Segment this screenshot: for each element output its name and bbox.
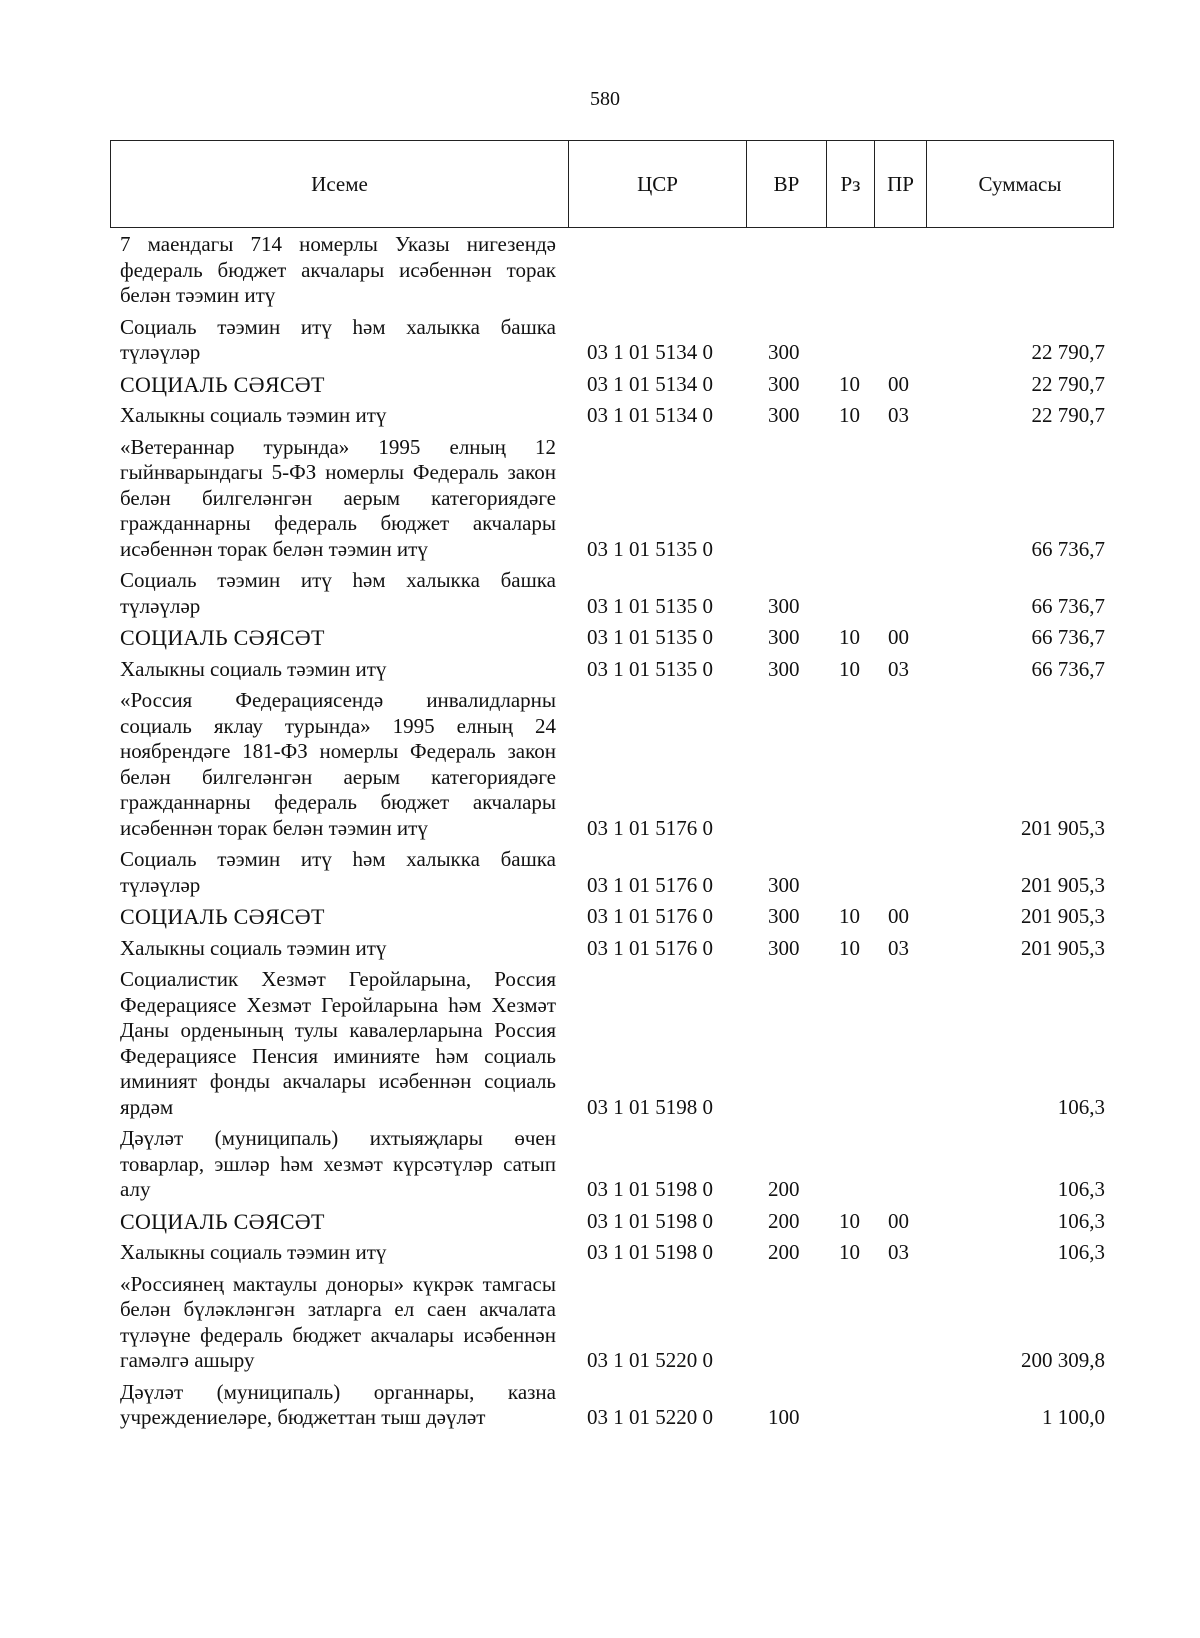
row-csr: 03 1 01 5198 0 [587, 1240, 713, 1264]
row-sum: 22 790,7 [1031, 340, 1105, 364]
table-row [0, 232, 1200, 309]
row-sum: 200 309,8 [1021, 1348, 1105, 1372]
table-row [0, 1272, 1200, 1374]
row-rz: 10 [839, 625, 860, 649]
row-csr: 03 1 01 5134 0 [587, 371, 713, 396]
row-pr: 00 [888, 904, 909, 928]
row-name: Социаль тәэмин итү һәм халыкка башка түләүләр [120, 568, 556, 618]
table-row [0, 967, 1200, 1120]
row-sum: 66 736,7 [1031, 593, 1105, 618]
row-sum: 201 905,3 [1021, 935, 1105, 960]
table-row [0, 657, 1200, 683]
row-csr: 03 1 01 5198 0 [587, 1177, 713, 1201]
row-sum: 66 736,7 [1031, 536, 1105, 561]
row-sum: 201 905,3 [1021, 815, 1105, 840]
row-sum: 106,3 [1057, 1094, 1105, 1119]
row-name: Социалистик Хезмәт Геройларына, Россия Федерациясе Хезмәт Геройларына һәм Хезмәт Даны орденының тулы кавалерларына Россия Федерациясе Пенсия иминияте һәм социаль иминият фонды акчалары исәбеннән социаль ярдәм [120, 967, 556, 1119]
row-rz: 10 [839, 371, 860, 396]
row-name: «Ветераннар турында» 1995 елның 12 гыйнварындагы 5-ФЗ номерлы Федераль закон белән билгеләнгән аерым категориядәге гражданнарны федераль бюджет акчалары исәбеннән торак белән тәэмин итү [120, 434, 556, 561]
row-sum: 106,3 [1057, 1208, 1105, 1233]
row-name: «Россиянең мактаулы доноры» күкрәк тамгасы белән бүләкләнгән затларга ел саен акчалата түләүне федераль бюджет акчалары исәбеннән гамәлгә ашыру [120, 1271, 556, 1372]
row-rz: 10 [839, 656, 860, 681]
row-name: СОЦИАЛЬ СӘЯСӘТ [120, 904, 325, 929]
row-rz: 10 [839, 403, 860, 427]
row-sum: 66 736,7 [1031, 625, 1105, 649]
header-pr: ПР [875, 141, 927, 227]
row-sum: 106,3 [1057, 1177, 1105, 1201]
row-vr: 300 [768, 340, 800, 364]
row-vr: 300 [768, 872, 800, 897]
row-csr: 03 1 01 5135 0 [587, 625, 713, 649]
row-sum: 106,3 [1057, 1240, 1105, 1264]
row-name: «Россия Федерациясендә инвалидларны социаль яклау турында» 1995 елның 24 ноябрендәге 181-ФЗ номерлы Федераль закон белән билгеләнгән аерым категориядәге гражданнарны федераль бюджет акчалары исәбеннән торак белән тәэмин итү [120, 688, 556, 840]
header-vr: ВР [747, 141, 827, 227]
row-sum: 22 790,7 [1031, 371, 1105, 396]
header-csr: ЦСР [569, 141, 747, 227]
row-sum: 1 100,0 [1042, 1405, 1105, 1429]
row-pr: 00 [888, 625, 909, 649]
table-row [0, 1380, 1200, 1431]
row-vr: 300 [768, 593, 800, 618]
row-rz: 10 [839, 1240, 860, 1264]
header-name: Исеме [111, 141, 569, 227]
row-name: 7 маендагы 714 номерлы Указы нигезендә федераль бюджет акчалары исәбеннән торак белән тәэмин итү [120, 232, 556, 307]
row-rz: 10 [839, 935, 860, 960]
row-csr: 03 1 01 5134 0 [587, 340, 713, 364]
table-row [0, 372, 1200, 398]
row-name: СОЦИАЛЬ СӘЯСӘТ [120, 1208, 325, 1234]
row-sum: 201 905,3 [1021, 872, 1105, 897]
row-name: Халыкны социаль тәэмин итү [120, 403, 387, 427]
table-row [0, 568, 1200, 619]
row-pr: 03 [888, 403, 909, 427]
page-number: 580 [590, 88, 620, 110]
row-csr: 03 1 01 5135 0 [587, 536, 713, 561]
table-header [110, 140, 1114, 228]
table-row [0, 1240, 1200, 1266]
table-row [0, 403, 1200, 429]
row-pr: 03 [888, 935, 909, 960]
row-vr: 100 [768, 1405, 800, 1429]
row-pr: 00 [888, 1208, 909, 1233]
row-name: Халыкны социаль тәэмин итү [120, 656, 387, 681]
row-csr: 03 1 01 5176 0 [587, 815, 713, 840]
row-vr: 300 [768, 371, 800, 396]
row-name: Халыкны социаль тәэмин итү [120, 935, 387, 960]
table-row [0, 936, 1200, 962]
row-csr: 03 1 01 5176 0 [587, 935, 713, 960]
row-name: Социаль тәэмин итү һәм халыкка башка түләүләр [120, 847, 556, 897]
row-name: Дәүләт (муниципаль) ихтыяҗлары өчен товарлар, эшләр һәм хезмәт күрсәтүләр сатып алу [120, 1126, 556, 1201]
row-sum: 66 736,7 [1031, 656, 1105, 681]
row-sum: 22 790,7 [1031, 403, 1105, 427]
row-csr: 03 1 01 5135 0 [587, 593, 713, 618]
row-csr: 03 1 01 5220 0 [587, 1348, 713, 1372]
table-row [0, 688, 1200, 841]
row-vr: 300 [768, 625, 800, 649]
row-csr: 03 1 01 5134 0 [587, 403, 713, 427]
row-name: Халыкны социаль тәэмин итү [120, 1240, 387, 1264]
table-body [0, 232, 1200, 1437]
row-rz: 10 [839, 1208, 860, 1233]
table-row [0, 435, 1200, 563]
header-sum: Суммасы [978, 171, 1062, 196]
row-pr: 03 [888, 656, 909, 681]
row-name: СОЦИАЛЬ СӘЯСӘТ [120, 371, 325, 397]
table-row [0, 1209, 1200, 1235]
row-pr: 03 [888, 1240, 909, 1264]
table-row [0, 1126, 1200, 1203]
table-row [0, 847, 1200, 898]
row-sum: 201 905,3 [1021, 904, 1105, 928]
row-vr: 300 [768, 935, 800, 960]
row-vr: 200 [768, 1177, 800, 1201]
row-csr: 03 1 01 5198 0 [587, 1208, 713, 1233]
row-name: СОЦИАЛЬ СӘЯСӘТ [120, 625, 325, 650]
row-csr: 03 1 01 5176 0 [587, 904, 713, 928]
row-csr: 03 1 01 5176 0 [587, 872, 713, 897]
row-name: Дәүләт (муниципаль) органнары, казна учреждениеләре, бюджеттан тыш дәүләт [120, 1379, 556, 1429]
header-rz: Рз [827, 141, 875, 227]
row-rz: 10 [839, 904, 860, 928]
table-row [0, 315, 1200, 366]
row-csr: 03 1 01 5135 0 [587, 656, 713, 681]
row-vr: 300 [768, 904, 800, 928]
row-csr: 03 1 01 5220 0 [587, 1405, 713, 1429]
row-pr: 00 [888, 371, 909, 396]
row-name: Социаль тәэмин итү һәм халыкка башка түләүләр [120, 314, 556, 364]
row-vr: 200 [768, 1240, 800, 1264]
table-row [0, 625, 1200, 651]
row-vr: 200 [768, 1208, 800, 1233]
row-vr: 300 [768, 403, 800, 427]
row-csr: 03 1 01 5198 0 [587, 1094, 713, 1119]
table-row [0, 904, 1200, 930]
row-vr: 300 [768, 656, 800, 681]
